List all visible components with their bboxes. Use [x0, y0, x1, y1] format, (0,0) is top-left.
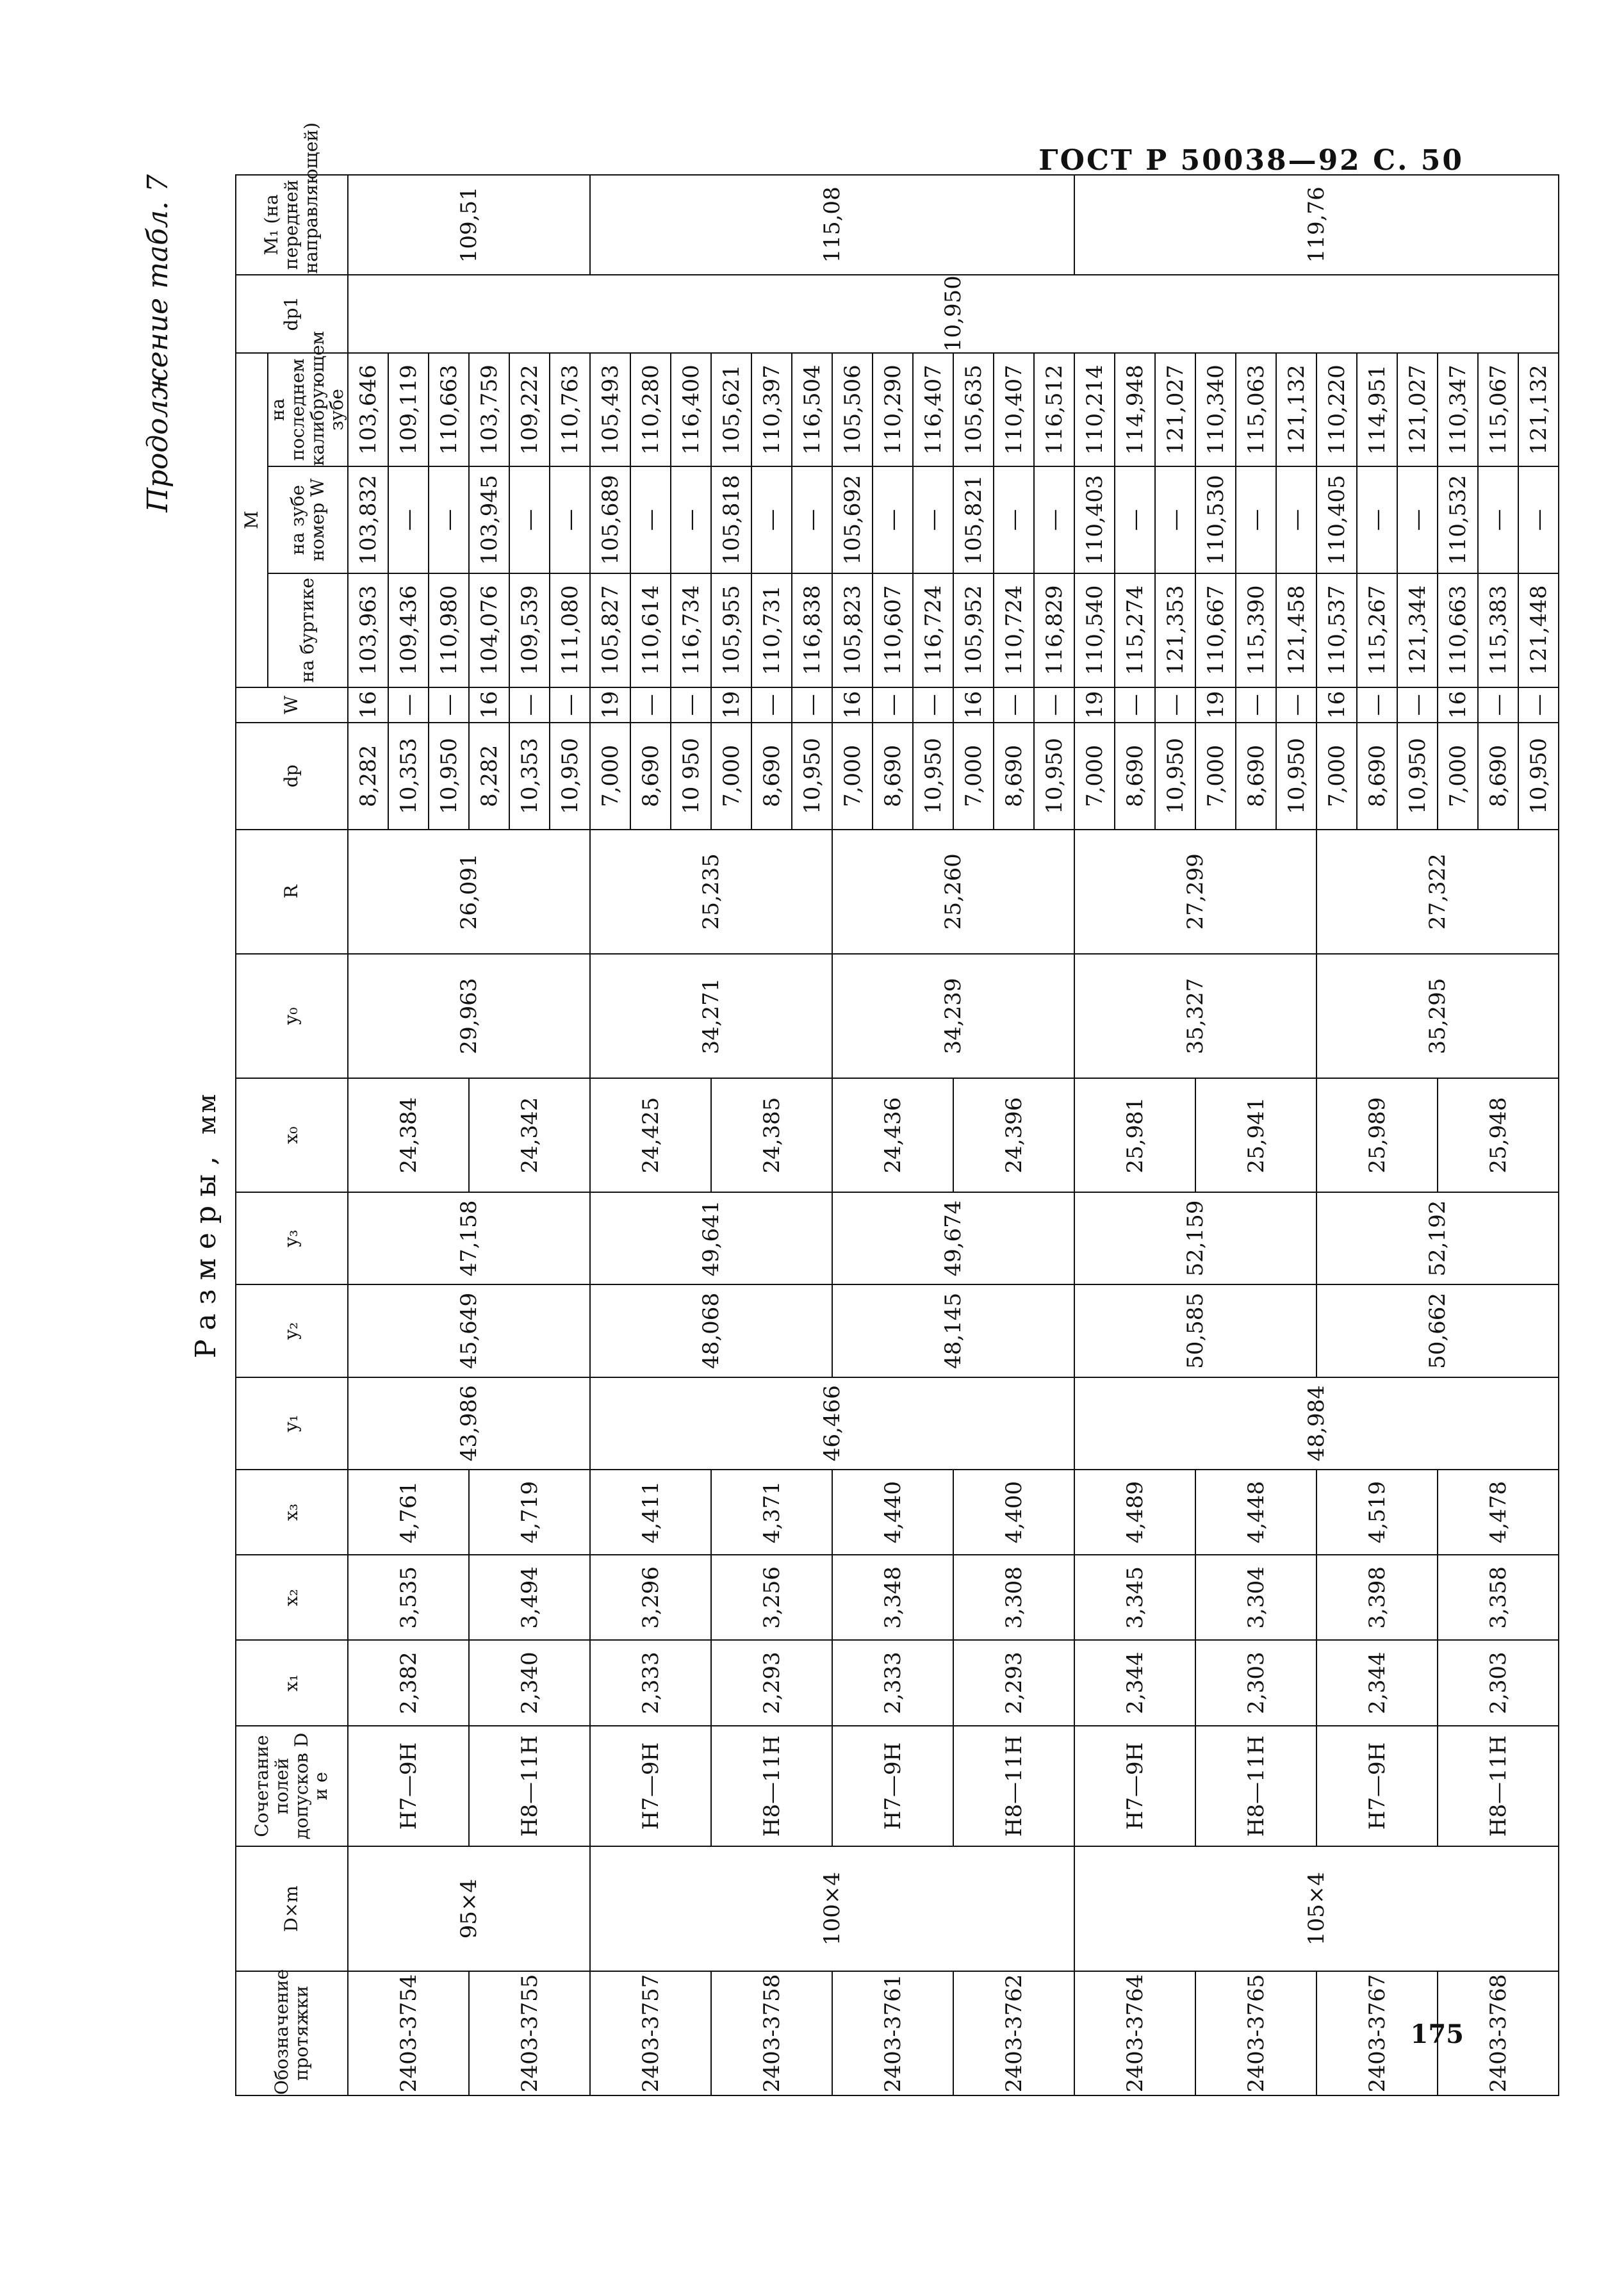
col-header-y2: y₂: [236, 1284, 348, 1377]
cell-x1: 2,333: [590, 1640, 711, 1725]
col-header-m-last-tooth: на последнем калибрующем зубе: [267, 331, 348, 466]
cell-r: 26,091: [348, 830, 590, 954]
cell-m-tooth: —: [388, 466, 429, 573]
cell-m-burr: 110,607: [873, 573, 913, 687]
cell-x0: 25,941: [1195, 1078, 1316, 1192]
cell-m-burr: 105,823: [832, 573, 873, 687]
cell-m-burr: 116,724: [913, 573, 953, 687]
table-continuation-caption: Продолжение табл. 7: [142, 174, 174, 512]
cell-x0: 24,342: [469, 1078, 590, 1192]
cell-w: —: [1155, 687, 1195, 723]
cell-tolerances: H8—11H: [711, 1726, 832, 1847]
cell-m-last: 110,280: [630, 353, 671, 467]
cell-dp1: 10,950: [348, 275, 1559, 353]
cell-dp: 10 950: [671, 723, 711, 830]
cell-x1: 2,303: [1438, 1640, 1559, 1725]
cell-x0: 24,436: [832, 1078, 953, 1192]
cell-m-tooth: —: [1115, 466, 1155, 573]
cell-x3: 4,489: [1074, 1470, 1195, 1555]
cell-x2: 3,535: [348, 1555, 469, 1640]
cell-dp: 8,690: [630, 723, 671, 830]
cell-m-last: 105,621: [711, 353, 751, 467]
cell-dp: 8,690: [1357, 723, 1397, 830]
cell-m-last: 116,512: [1034, 353, 1074, 467]
cell-m-burr: 115,267: [1357, 573, 1397, 687]
cell-tolerances: H7—9H: [832, 1726, 953, 1847]
table-row: [832, 175, 873, 2095]
cell-x0: 24,396: [953, 1078, 1074, 1192]
cell-y3: 49,674: [832, 1192, 1074, 1284]
sizes-caption: [187, 1001, 226, 1449]
cell-m-tooth: 110,403: [1074, 466, 1115, 573]
col-header-x0: x₀: [236, 1078, 348, 1192]
cell-m-last: 110,347: [1438, 353, 1478, 467]
cell-m-tooth: —: [671, 466, 711, 573]
cell-m-last: 116,407: [913, 353, 953, 467]
cell-m-burr: 110,980: [429, 573, 469, 687]
cell-m-burr: 110,731: [751, 573, 792, 687]
cell-y2: 48,145: [832, 1284, 1074, 1377]
col-header-y0: y₀: [236, 954, 348, 1078]
cell-m-burr: 109,436: [388, 573, 429, 687]
cell-m-last: 110,214: [1074, 353, 1115, 467]
cell-x2: 3,358: [1438, 1555, 1559, 1640]
cell-x0: 25,948: [1438, 1078, 1559, 1192]
cell-x1: 2,340: [469, 1640, 590, 1725]
cell-dp: 8,282: [348, 723, 388, 830]
cell-w: —: [1357, 687, 1397, 723]
cell-m-burr: 105,952: [953, 573, 994, 687]
col-header-m1: M₁ (на передней направляющей): [236, 175, 348, 275]
col-header-x1: x₁: [236, 1640, 348, 1725]
cell-dp: 10,950: [1034, 723, 1074, 830]
cell-m-last: 114,948: [1115, 353, 1155, 467]
cell-dp: 10,353: [388, 723, 429, 830]
cell-m-burr: 105,827: [590, 573, 630, 687]
cell-m-tooth: 110,405: [1316, 466, 1357, 573]
cell-dxm: 100×4: [590, 1846, 1074, 1971]
cell-m-last: 105,493: [590, 353, 630, 467]
cell-w: —: [388, 687, 429, 723]
cell-m-tooth: —: [913, 466, 953, 573]
cell-m-last: 115,063: [1236, 353, 1276, 467]
cell-dp: 8,690: [873, 723, 913, 830]
cell-x0: 24,384: [348, 1078, 469, 1192]
cell-w: 19: [590, 687, 630, 723]
cell-x3: 4,761: [348, 1470, 469, 1555]
cell-m-last: 110,407: [994, 353, 1034, 467]
cell-designation: 2403-3762: [953, 1971, 1074, 2095]
sizes-caption-unit: мм: [193, 1091, 221, 1135]
cell-m-last: 110,290: [873, 353, 913, 467]
cell-x1: 2,303: [1195, 1640, 1316, 1725]
cell-w: 16: [469, 687, 509, 723]
cell-w: —: [1518, 687, 1559, 723]
cell-dp: 8,690: [751, 723, 792, 830]
cell-m-burr: 110,667: [1195, 573, 1236, 687]
cell-x2: 3,308: [953, 1555, 1074, 1640]
cell-m-last: 110,663: [429, 353, 469, 467]
cell-m-tooth: 110,532: [1438, 466, 1478, 573]
cell-dp: 10,950: [429, 723, 469, 830]
cell-w: —: [630, 687, 671, 723]
cell-m-tooth: —: [1034, 466, 1074, 573]
cell-m-burr: 110,537: [1316, 573, 1357, 687]
table-row: [1195, 175, 1236, 2095]
cell-m-tooth: —: [1155, 466, 1195, 573]
cell-designation: 2403-3754: [348, 1971, 469, 2095]
cell-dp: 8,690: [1236, 723, 1276, 830]
cell-dxm: 95×4: [348, 1846, 590, 1971]
cell-designation: 2403-3758: [711, 1971, 832, 2095]
cell-m-last: 105,506: [832, 353, 873, 467]
cell-w: —: [1034, 687, 1074, 723]
cell-m-last: 116,400: [671, 353, 711, 467]
cell-designation: 2403-3761: [832, 1971, 953, 2095]
cell-tolerances: H8—11H: [469, 1726, 590, 1847]
cell-w: 19: [711, 687, 751, 723]
cell-dp: 7,000: [1438, 723, 1478, 830]
cell-w: —: [1236, 687, 1276, 723]
cell-y0: 34,271: [590, 954, 832, 1078]
cell-designation: 2403-3764: [1074, 1971, 1195, 2095]
cell-dp: 10,353: [509, 723, 550, 830]
cell-designation: 2403-3765: [1195, 1971, 1316, 2095]
cell-dp: 8,690: [994, 723, 1034, 830]
table-row: [1316, 175, 1357, 2095]
cell-dp: 10,950: [550, 723, 590, 830]
cell-m1: 119,76: [1074, 175, 1559, 275]
cell-w: —: [1397, 687, 1438, 723]
cell-w: 16: [1316, 687, 1357, 723]
cell-dp: 10,950: [792, 723, 832, 830]
cell-m-burr: 115,390: [1236, 573, 1276, 687]
table-row: [348, 175, 388, 2095]
cell-m-last: 109,222: [509, 353, 550, 467]
cell-m-tooth: —: [1357, 466, 1397, 573]
cell-x3: 4,411: [590, 1470, 711, 1555]
cell-w: —: [994, 687, 1034, 723]
col-header-x2: x₂: [236, 1555, 348, 1640]
table-body: [348, 175, 1559, 2095]
cell-w: —: [1276, 687, 1316, 723]
cell-w: 19: [1195, 687, 1236, 723]
cell-y1: 43,986: [348, 1377, 590, 1470]
cell-m-burr: 110,663: [1438, 573, 1478, 687]
cell-dp: 10,950: [1518, 723, 1559, 830]
cell-m-burr: 121,344: [1397, 573, 1438, 687]
cell-dp: 10,950: [913, 723, 953, 830]
cell-dp: 7,000: [1195, 723, 1236, 830]
cell-y0: 35,295: [1316, 954, 1559, 1078]
cell-y2: 50,662: [1316, 1284, 1559, 1377]
cell-x2: 3,304: [1195, 1555, 1316, 1640]
cell-y2: 50,585: [1074, 1284, 1316, 1377]
cell-m-tooth: —: [429, 466, 469, 573]
cell-m-tooth: —: [550, 466, 590, 573]
cell-m-tooth: 105,818: [711, 466, 751, 573]
col-header-w: W: [236, 687, 348, 723]
cell-m-tooth: —: [1236, 466, 1276, 573]
cell-x1: 2,333: [832, 1640, 953, 1725]
cell-x2: 3,398: [1316, 1555, 1438, 1640]
cell-x0: 25,981: [1074, 1078, 1195, 1192]
col-header-y3: y₃: [236, 1192, 348, 1284]
cell-w: —: [1115, 687, 1155, 723]
cell-m-last: 109,119: [388, 353, 429, 467]
cell-y3: 52,159: [1074, 1192, 1316, 1284]
table-row: [1438, 175, 1478, 2095]
cell-x1: 2,344: [1316, 1640, 1438, 1725]
col-header-m-on-tooth: на зубе номер W: [268, 466, 348, 573]
cell-w: 16: [953, 687, 994, 723]
cell-m-last: 110,220: [1316, 353, 1357, 467]
cell-m-tooth: —: [509, 466, 550, 573]
cell-m-tooth: —: [1276, 466, 1316, 573]
cell-x1: 2,382: [348, 1640, 469, 1725]
cell-w: —: [671, 687, 711, 723]
page-number: 175: [1410, 2019, 1464, 2049]
cell-m-burr: 116,829: [1034, 573, 1074, 687]
cell-m-tooth: —: [792, 466, 832, 573]
cell-m-last: 110,763: [550, 353, 590, 467]
cell-y0: 29,963: [348, 954, 590, 1078]
cell-r: 27,322: [1316, 830, 1559, 954]
cell-x3: 4,719: [469, 1470, 590, 1555]
cell-m-burr: 115,383: [1478, 573, 1518, 687]
col-header-dp: dp: [236, 723, 348, 830]
cell-x3: 4,448: [1195, 1470, 1316, 1555]
cell-dp: 10,950: [1155, 723, 1195, 830]
cell-dp: 7,000: [711, 723, 751, 830]
cell-m1: 115,08: [590, 175, 1074, 275]
cell-m-last: 105,635: [953, 353, 994, 467]
cell-m-burr: 116,838: [792, 573, 832, 687]
cell-m-burr: 121,353: [1155, 573, 1195, 687]
cell-x1: 2,344: [1074, 1640, 1195, 1725]
cell-x1: 2,293: [711, 1640, 832, 1725]
cell-w: —: [873, 687, 913, 723]
cell-m-burr: 105,955: [711, 573, 751, 687]
cell-m-burr: 110,540: [1074, 573, 1115, 687]
cell-m-burr: 121,458: [1276, 573, 1316, 687]
cell-x3: 4,478: [1438, 1470, 1559, 1555]
cell-x2: 3,256: [711, 1555, 832, 1640]
cell-tolerances: H7—9H: [1316, 1726, 1438, 1847]
cell-tolerances: H7—9H: [348, 1726, 469, 1847]
cell-w: 16: [832, 687, 873, 723]
cell-dxm: 105×4: [1074, 1846, 1559, 1971]
cell-tolerances: H7—9H: [590, 1726, 711, 1847]
cell-m-last: 116,504: [792, 353, 832, 467]
col-header-tolerances: Сочетание полей допусков D и e: [236, 1726, 348, 1847]
col-header-m-group: M: [236, 353, 268, 687]
document-header: ГОСТ Р 50038—92 С. 50: [1038, 144, 1464, 177]
cell-m-last: 121,027: [1155, 353, 1195, 467]
cell-x2: 3,348: [832, 1555, 953, 1640]
col-header-y1: y₁: [236, 1377, 348, 1470]
cell-m-last: 103,646: [348, 353, 388, 467]
cell-m-tooth: —: [630, 466, 671, 573]
cell-designation: 2403-3767: [1316, 1971, 1438, 2095]
col-header-dxm: D×m: [236, 1846, 348, 1971]
col-header-designation: Обозначение протяжки: [236, 1971, 348, 2095]
cell-tolerances: H8—11H: [953, 1726, 1074, 1847]
cell-w: —: [751, 687, 792, 723]
cell-designation: 2403-3755: [469, 1971, 590, 2095]
cell-y0: 35,327: [1074, 954, 1316, 1078]
cell-y2: 48,068: [590, 1284, 832, 1377]
cell-dp: 8,282: [469, 723, 509, 830]
col-header-x3: x₃: [236, 1470, 348, 1555]
cell-m1: 109,51: [348, 175, 590, 275]
cell-dp: 8,690: [1115, 723, 1155, 830]
cell-dp: 8,690: [1478, 723, 1518, 830]
cell-m-burr: 110,724: [994, 573, 1034, 687]
cell-m-burr: 111,080: [550, 573, 590, 687]
table-row: [711, 175, 751, 2095]
cell-tolerances: H7—9H: [1074, 1726, 1195, 1847]
cell-dp: 10,950: [1276, 723, 1316, 830]
cell-m-last: 121,027: [1397, 353, 1438, 467]
cell-x3: 4,371: [711, 1470, 832, 1555]
cell-y3: 52,192: [1316, 1192, 1559, 1284]
cell-r: 27,299: [1074, 830, 1316, 954]
cell-m-tooth: 110,530: [1195, 466, 1236, 573]
table-row: [469, 175, 509, 2095]
cell-w: —: [429, 687, 469, 723]
cell-designation: 2403-3757: [590, 1971, 711, 2095]
cell-m-burr: 116,734: [671, 573, 711, 687]
cell-x3: 4,519: [1316, 1470, 1438, 1555]
cell-m-last: 115,067: [1478, 353, 1518, 467]
cell-m-tooth: 103,945: [469, 466, 509, 573]
cell-x0: 24,385: [711, 1078, 832, 1192]
cell-x1: 2,293: [953, 1640, 1074, 1725]
cell-dp: 7,000: [832, 723, 873, 830]
cell-m-tooth: —: [1518, 466, 1559, 573]
table-head: [236, 122, 348, 2095]
col-header-r: R: [236, 830, 348, 954]
cell-m-burr: 109,539: [509, 573, 550, 687]
cell-m-tooth: 105,689: [590, 466, 630, 573]
cell-m-last: 114,951: [1357, 353, 1397, 467]
cell-m-burr: 121,448: [1518, 573, 1559, 687]
cell-w: —: [792, 687, 832, 723]
cell-x3: 4,400: [953, 1470, 1074, 1555]
cell-x2: 3,296: [590, 1555, 711, 1640]
cell-tolerances: H8—11H: [1195, 1726, 1316, 1847]
cell-r: 25,260: [832, 830, 1074, 954]
col-header-m-on-burr: на буртике: [268, 573, 348, 687]
cell-dp: 10,950: [1397, 723, 1438, 830]
cell-x2: 3,345: [1074, 1555, 1195, 1640]
cell-w: 16: [1438, 687, 1478, 723]
cell-w: —: [509, 687, 550, 723]
cell-dp: 7,000: [1316, 723, 1357, 830]
cell-m-tooth: 105,821: [953, 466, 994, 573]
cell-m-last: 121,132: [1518, 353, 1559, 467]
cell-x0: 24,425: [590, 1078, 711, 1192]
cell-m-tooth: —: [1478, 466, 1518, 573]
cell-m-tooth: —: [1397, 466, 1438, 573]
cell-w: —: [1478, 687, 1518, 723]
cell-m-burr: 115,274: [1115, 573, 1155, 687]
cell-y0: 34,239: [832, 954, 1074, 1078]
sizes-caption-label: Размеры,: [190, 1147, 222, 1359]
cell-m-burr: 110,614: [630, 573, 671, 687]
cell-w: 16: [348, 687, 388, 723]
cell-designation: 2403-3768: [1438, 1971, 1559, 2095]
col-header-dp1: dp1: [236, 275, 348, 353]
cell-m-last: 103,759: [469, 353, 509, 467]
cell-m-tooth: 103,832: [348, 466, 388, 573]
cell-dp: 7,000: [1074, 723, 1115, 830]
table-row: [1074, 175, 1115, 2095]
cell-w: —: [913, 687, 953, 723]
cell-r: 25,235: [590, 830, 832, 954]
cell-y3: 49,641: [590, 1192, 832, 1284]
cell-m-tooth: —: [873, 466, 913, 573]
cell-y1: 46,466: [590, 1377, 1074, 1470]
cell-dp: 7,000: [590, 723, 630, 830]
cell-x0: 25,989: [1316, 1078, 1438, 1192]
cell-y3: 47,158: [348, 1192, 590, 1284]
cell-m-last: 121,132: [1276, 353, 1316, 467]
cell-y2: 45,649: [348, 1284, 590, 1377]
table-row: [953, 175, 994, 2095]
table-row: [590, 175, 630, 2095]
cell-m-tooth: —: [994, 466, 1034, 573]
cell-m-tooth: 105,692: [832, 466, 873, 573]
cell-x2: 3,494: [469, 1555, 590, 1640]
cell-w: —: [550, 687, 590, 723]
cell-dp: 7,000: [953, 723, 994, 830]
cell-m-burr: 104,076: [469, 573, 509, 687]
cell-m-last: 110,397: [751, 353, 792, 467]
cell-m-burr: 103,963: [348, 573, 388, 687]
cell-y1: 48,984: [1074, 1377, 1559, 1470]
cell-x3: 4,440: [832, 1470, 953, 1555]
cell-w: 19: [1074, 687, 1115, 723]
cell-m-tooth: —: [751, 466, 792, 573]
cell-tolerances: H8—11H: [1438, 1726, 1559, 1847]
cell-m-last: 110,340: [1195, 353, 1236, 467]
